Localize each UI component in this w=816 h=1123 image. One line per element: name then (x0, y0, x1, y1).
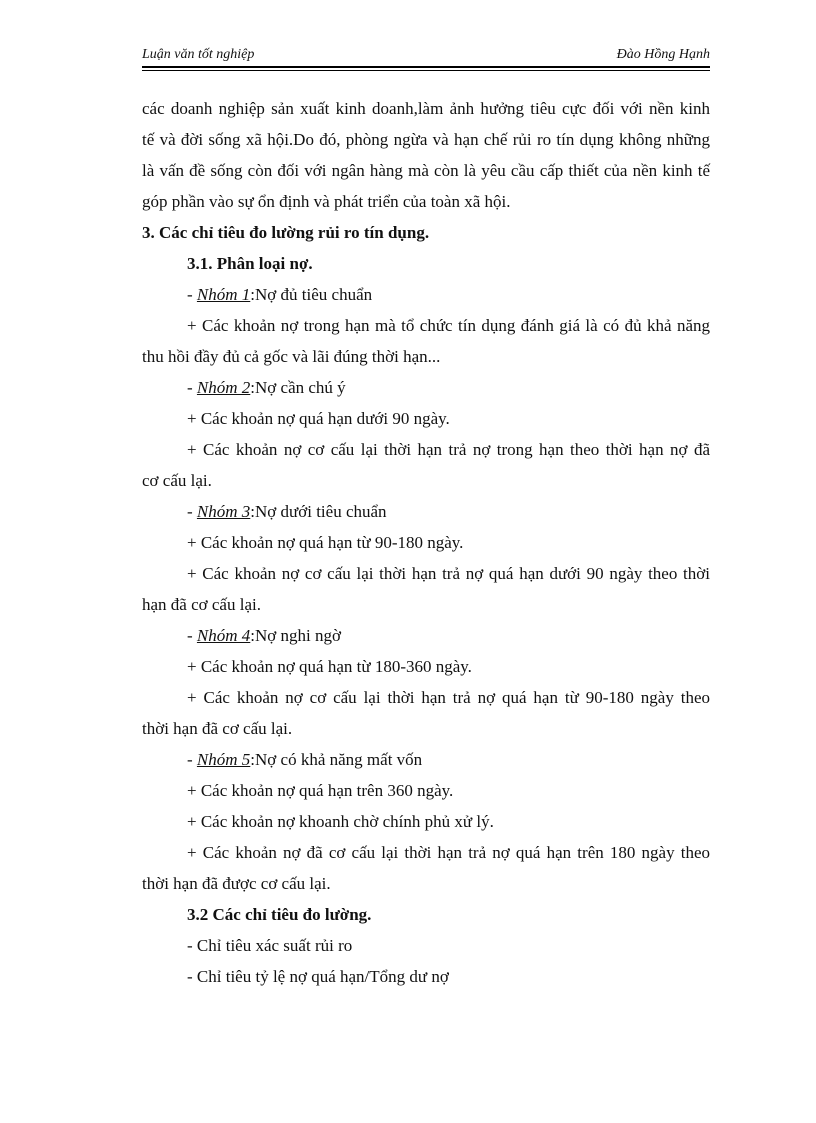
list-item-line: + Các khoản nợ cơ cấu lại thời hạn trả nợ quá hạn dưới 90 ngày theo thời (187, 564, 710, 583)
group-3-label: Nhóm 3 (196, 502, 251, 521)
header-thesis-title: Luận văn tốt nghiệp (142, 47, 255, 62)
group-2-title: :Nợ cần chú ý (250, 378, 346, 397)
metric-item: - Chỉ tiêu tỷ lệ nợ quá hạn/Tổng dư nợ (187, 967, 449, 986)
list-item-line: + Các khoản nợ đã cơ cấu lại thời hạn trả nợ quá hạn trên 180 ngày theo (187, 843, 710, 862)
paragraph-line: là vấn đề sống còn đối với ngân hàng mà còn là yêu cầu cấp thiết của nền kinh tế (142, 161, 710, 180)
list-item-line: + Các khoản nợ cơ cấu lại thời hạn trả nợ trong hạn theo thời hạn nợ đã (187, 440, 710, 459)
group-prefix: - (187, 285, 197, 304)
header-rule (142, 66, 710, 68)
list-item-line: + Các khoản nợ khoanh chờ chính phủ xử lý. (187, 812, 494, 831)
list-item-line: thời hạn đã cơ cấu lại. (142, 719, 293, 738)
paragraph-line: góp phần vào sự ổn định và phát triển của toàn xã hội. (142, 192, 511, 211)
list-item-line: + Các khoản nợ trong hạn mà tổ chức tín dụng đánh giá là có đủ khả năng (187, 316, 710, 335)
paragraph-line: tế và đời sống xã hội.Do đó, phòng ngừa và hạn chế rủi ro tín dụng không những (142, 130, 710, 149)
header-rule-thin (142, 70, 710, 71)
group-5-title: :Nợ có khả năng mất vốn (250, 750, 423, 769)
group-prefix: - (187, 750, 197, 769)
group-3-heading (142, 496, 710, 527)
list-item-line: cơ cấu lại. (142, 471, 212, 490)
document-body (142, 93, 710, 992)
group-5-heading (142, 744, 710, 775)
group-4-heading (142, 620, 710, 651)
group-1-label: Nhóm 1 (196, 285, 251, 304)
group-5-label: Nhóm 5 (196, 750, 251, 769)
list-item-line: thời hạn đã được cơ cấu lại. (142, 874, 331, 893)
group-4-label: Nhóm 4 (196, 626, 251, 645)
group-prefix: - (187, 626, 197, 645)
list-item-line: hạn đã cơ cấu lại. (142, 595, 261, 614)
group-1-heading (142, 279, 710, 310)
section-heading-3: 3. Các chỉ tiêu đo lường rủi ro tín dụng. (142, 223, 430, 242)
subsection-heading-3-2: 3.2 Các chỉ tiêu đo lường. (187, 905, 372, 924)
list-item-line: + Các khoản nợ quá hạn từ 180-360 ngày. (187, 657, 472, 676)
group-2-label: Nhóm 2 (196, 378, 251, 397)
list-item-line: thu hồi đầy đủ cả gốc và lãi đúng thời hạn... (142, 347, 441, 366)
list-item-line: + Các khoản nợ quá hạn từ 90-180 ngày. (187, 533, 464, 552)
group-2-heading (142, 372, 710, 403)
list-item-line: + Các khoản nợ quá hạn dưới 90 ngày. (187, 409, 450, 428)
subsection-heading-3-1: 3.1. Phân loại nợ. (187, 254, 313, 273)
group-3-title: :Nợ dưới tiêu chuẩn (250, 502, 387, 521)
list-item-line: + Các khoản nợ quá hạn trên 360 ngày. (187, 781, 454, 800)
group-prefix: - (187, 378, 197, 397)
group-4-title: :Nợ nghi ngờ (250, 626, 341, 645)
list-item-line: + Các khoản nợ cơ cấu lại thời hạn trả nợ quá hạn từ 90-180 ngày theo (187, 688, 710, 707)
metric-item: - Chỉ tiêu xác suất rủi ro (187, 936, 353, 955)
group-1-title: :Nợ đủ tiêu chuẩn (250, 285, 373, 304)
paragraph-line: các doanh nghiệp sản xuất kinh doanh,làm ảnh hưởng tiêu cực đối với nền kinh (142, 99, 710, 118)
header-author: Đào Hồng Hạnh (616, 47, 710, 62)
group-prefix: - (187, 502, 197, 521)
